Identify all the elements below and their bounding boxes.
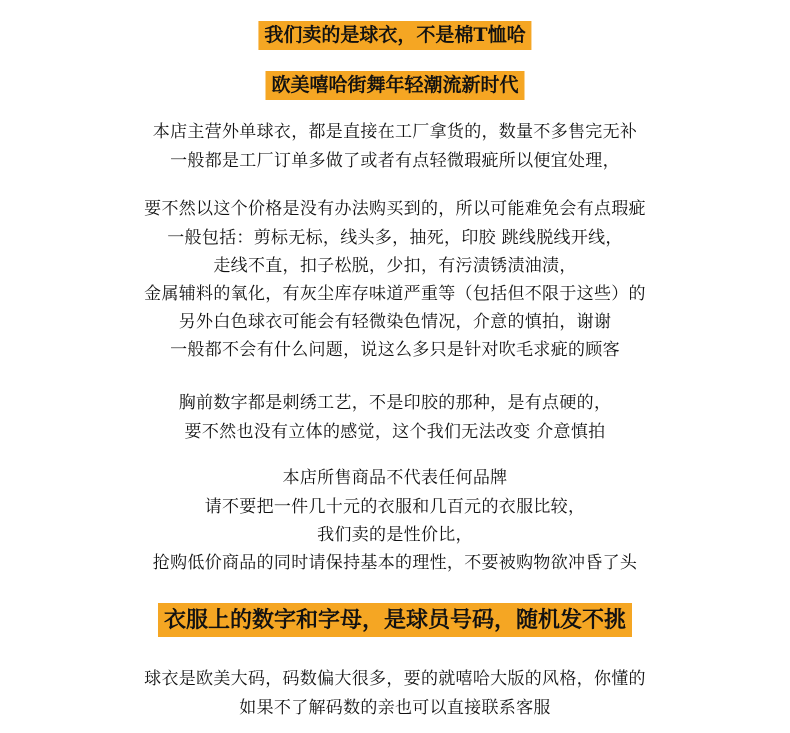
text-line: 本店主营外单球衣，都是直接在工厂拿货的，数量不多售完无补 [152, 122, 638, 142]
text-line: 另外白色球衣可能会有轻微染色情况，介意的慎拍，谢谢 [178, 312, 612, 332]
text-line: 胸前数字都是刺绣工艺，不是印胶的那种，是有点硬的， [178, 393, 612, 413]
text-line: 如果不了解码数的亲也可以直接联系客服 [239, 698, 551, 718]
text-line: 我们卖的是性价比， [317, 525, 473, 545]
text-line: 球衣是欧美大码，码数偏大很多，要的就嘻哈大版的风格，你懂的 [144, 669, 646, 689]
headline-hiphop-style: 欧美嘻哈街舞年轻潮流新时代 [265, 71, 524, 100]
text-line: 本店所售商品不代表任何品牌 [282, 468, 508, 488]
text-line: 一般包括：剪标无标，线头多，抽死，印胶 跳线脱线开线， [167, 228, 623, 248]
text-line: 要不然以这个价格是没有办法购买到的，所以可能难免会有点瑕疵 [144, 199, 646, 219]
text-line: 要不然也没有立体的感觉，这个我们无法改变 介意慎拍 [184, 422, 606, 442]
text-line: 金属辅料的氧化，有灰尘库存味道严重等（包括但不限于这些）的 [144, 284, 646, 304]
text-line: 一般都不会有什么问题，说这么多只是针对吹毛求疵的顾客 [170, 340, 620, 360]
text-line: 一般都是工厂订单多做了或者有点轻微瑕疵所以便宜处理， [170, 151, 620, 171]
text-line: 抢购低价商品的同时请保持基本的理性，不要被购物欲冲昏了头 [152, 553, 638, 573]
text-line: 走线不直，扣子松脱，少扣，有污渍锈渍油渍， [213, 256, 577, 276]
headline-jersey-not-tshirt: 我们卖的是球衣，不是棉T恤哈 [258, 21, 531, 50]
headline-random-numbers: 衣服上的数字和字母，是球员号码，随机发不挑 [158, 603, 632, 637]
text-line: 请不要把一件几十元的衣服和几百元的衣服比较， [204, 497, 586, 517]
